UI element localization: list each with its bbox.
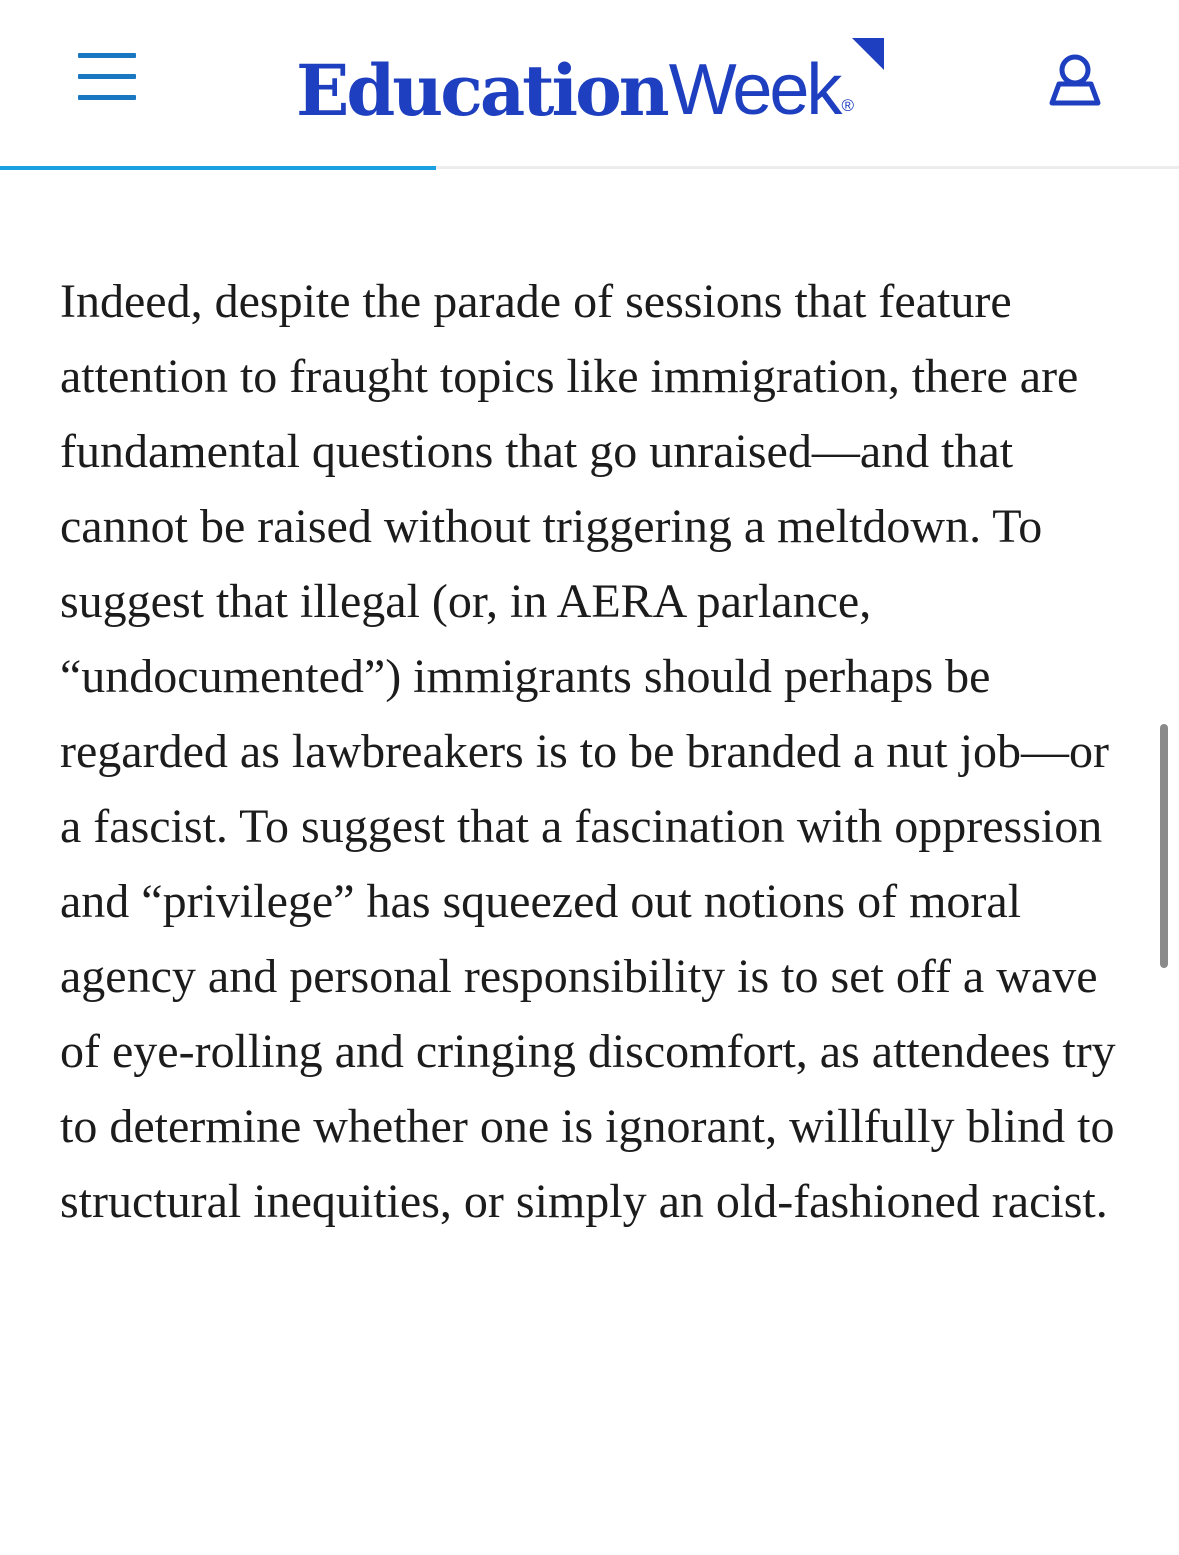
- site-header: [0, 0, 1179, 168]
- article-paragraph: Indeed, despite the parade of sessions that feature attention to fraught topics like immigration, there are fundamental questions that go unraised—and that cannot be raised without triggering a meltdown. To suggest that illegal (or, in AERA parlance, “undocumented”) immigrants should perhaps be regarded as lawbreakers is to be branded a nut job—or a fascist. To suggest that a fascination with oppression and “privilege” has squeezed out notions of moral agency and personal responsibility is to set off a wave of eye-rolling and cringing discomfort, as attendees try to determine whether one is ignorant, willfully blind to structural inequities, or simply an old-fashioned racist.: [60, 275, 1116, 1228]
- menu-bar: [78, 74, 136, 79]
- hamburger-menu-icon[interactable]: [78, 53, 136, 101]
- scrollbar-thumb[interactable]: [1160, 724, 1168, 968]
- logo-corner-triangle-icon: [852, 38, 884, 70]
- menu-bar: [78, 53, 136, 58]
- reading-progress-bar: [0, 166, 436, 170]
- logo-week-text: Week: [668, 50, 840, 130]
- registered-mark: ®: [841, 96, 854, 115]
- user-account-icon[interactable]: [1047, 52, 1103, 108]
- education-week-logo[interactable]: [296, 36, 854, 132]
- logo-education-text: Education: [296, 49, 667, 132]
- menu-bar: [78, 95, 136, 100]
